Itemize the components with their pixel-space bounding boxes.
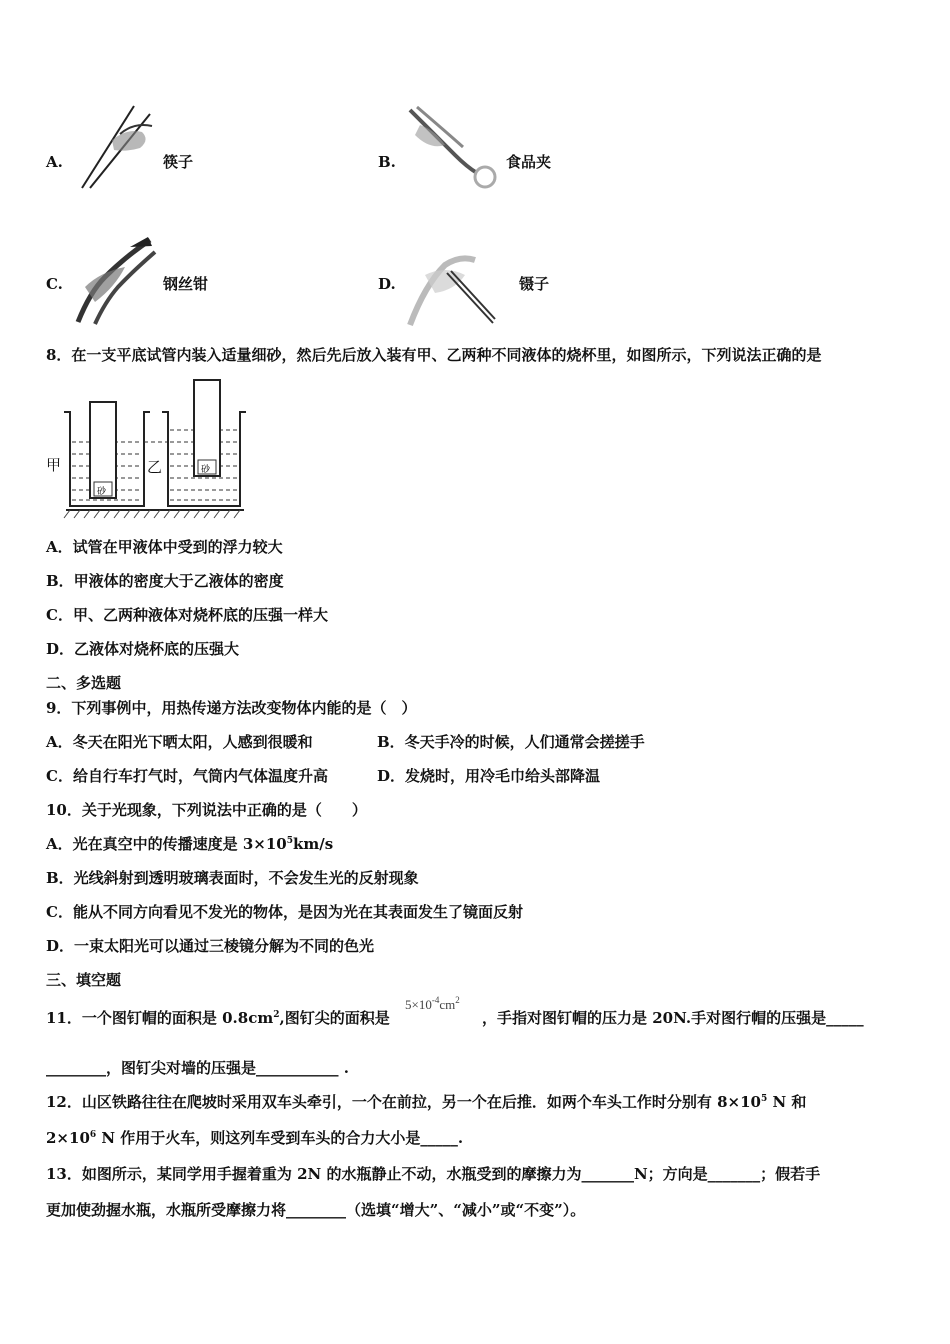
tweezers-image xyxy=(405,245,505,330)
wire-pliers-image xyxy=(70,232,165,327)
q10-option-a-unit: km/s xyxy=(293,835,334,853)
q11-text-b: ,图钉尖的面积是 xyxy=(279,1009,390,1027)
svg-text:砂: 砂 xyxy=(201,465,211,475)
q10-option-a xyxy=(46,835,333,853)
option-d-letter: D. xyxy=(378,275,396,293)
q12-line2-exp: 6 xyxy=(89,1130,97,1140)
q12-line1-exp: 5 xyxy=(760,1094,768,1104)
q8-option-c: C．甲、乙两种液体对烧杯底的压强一样大 xyxy=(46,606,328,624)
figure-label-yi: 乙 xyxy=(147,458,163,476)
q13-line1: 13．如图所示，某同学用手握着重为 2N 的水瓶静止不动，水瓶受到的摩擦力为_______N；方向是_______；假若手 xyxy=(46,1165,821,1183)
test-tube-beakers-figure xyxy=(44,376,248,520)
q11-formula-exp: -4 xyxy=(431,995,440,1005)
q9-option-a: A．冬天在阳光下晒太阳，人感到很暖和 xyxy=(46,733,313,751)
option-d-label: 镊子 xyxy=(519,275,550,293)
q12-line2-end: N 作用于火车，则这列车受到车头的合力大小是_____. xyxy=(96,1129,464,1147)
option-a-label: 筷子 xyxy=(163,153,194,171)
option-b-letter: B. xyxy=(378,153,396,171)
q12-line2-text: 2×10 xyxy=(46,1129,90,1147)
q10-option-b: B．光线斜射到透明玻璃表面时，不会发生光的反射现象 xyxy=(46,869,419,887)
q9-option-b: B．冬天手冷的时候，人们通常会搓搓手 xyxy=(377,733,645,751)
food-tongs-image xyxy=(405,105,500,195)
q9-option-d: D．发烧时，用冷毛巾给头部降温 xyxy=(377,767,601,785)
q11-formula-base: 5×10 xyxy=(405,997,432,1012)
q11-line1-part1 xyxy=(46,1009,390,1027)
q10-option-a-text: A．光在真空中的传播速度是 3×10 xyxy=(46,835,287,853)
q11-formula xyxy=(405,997,460,1013)
q13-line2: 更加使劲握水瓶，水瓶所受摩擦力将________（选填“增大”、“减小”或“不变”）。 xyxy=(46,1201,586,1219)
chopsticks-image xyxy=(72,100,162,195)
q11-formula-unit: cm xyxy=(439,997,456,1012)
q11-exp-a: 2 xyxy=(273,1010,280,1020)
q8-stem: 8．在一支平底试管内装入适量细砂，然后先后放入装有甲、乙两种不同液体的烧杯里，如图所示，下列说法正确的是 xyxy=(46,346,822,364)
q10-stem: 10．关于光现象，下列说法中正确的是（ ） xyxy=(46,801,367,819)
section-multiple-choice: 二、多选题 xyxy=(46,674,122,692)
q10-option-d: D．一束太阳光可以通过三棱镜分解为不同的色光 xyxy=(46,937,375,955)
figure-label-jia: 甲 xyxy=(46,456,62,474)
svg-text:砂: 砂 xyxy=(97,487,107,497)
q11-line2: ________，图钉尖对墙的压强是___________ . xyxy=(46,1059,349,1077)
q12-line1-text: 12．山区铁路往往在爬坡时采用双车头牵引，一个在前拉，另一个在后推．如两个车头工作时分别有 8×10 xyxy=(46,1093,761,1111)
q12-line2 xyxy=(46,1129,463,1147)
q11-line1-part3: ，手指对图钉帽的压力是 20N.手对图行帽的压强是_____ xyxy=(482,1009,864,1027)
q12-line1 xyxy=(46,1093,806,1111)
option-a-letter: A. xyxy=(46,153,63,171)
option-c-label: 钢丝钳 xyxy=(163,275,209,293)
q8-option-b: B．甲液体的密度大于乙液体的密度 xyxy=(46,572,284,590)
section-fill-blank: 三、填空题 xyxy=(46,971,122,989)
q10-option-c: C．能从不同方向看见不发光的物体，是因为光在其表面发生了镜面反射 xyxy=(46,903,523,921)
q9-option-c: C．给自行车打气时，气筒内气体温度升高 xyxy=(46,767,328,785)
q8-option-d: D．乙液体对烧杯底的压强大 xyxy=(46,640,240,658)
option-b-label: 食品夹 xyxy=(506,153,552,171)
q12-line1-end: N 和 xyxy=(767,1093,807,1111)
q11-text-a: 11．一个图钉帽的面积是 0.8cm xyxy=(46,1009,274,1027)
q11-formula-unit-exp: 2 xyxy=(455,995,460,1005)
q8-option-a: A．试管在甲液体中受到的浮力较大 xyxy=(46,538,283,556)
q9-stem: 9．下列事例中，用热传递方法改变物体内能的是（ ） xyxy=(46,699,417,717)
option-c-letter: C. xyxy=(46,275,63,293)
q10-option-a-exponent: 5 xyxy=(286,836,294,846)
